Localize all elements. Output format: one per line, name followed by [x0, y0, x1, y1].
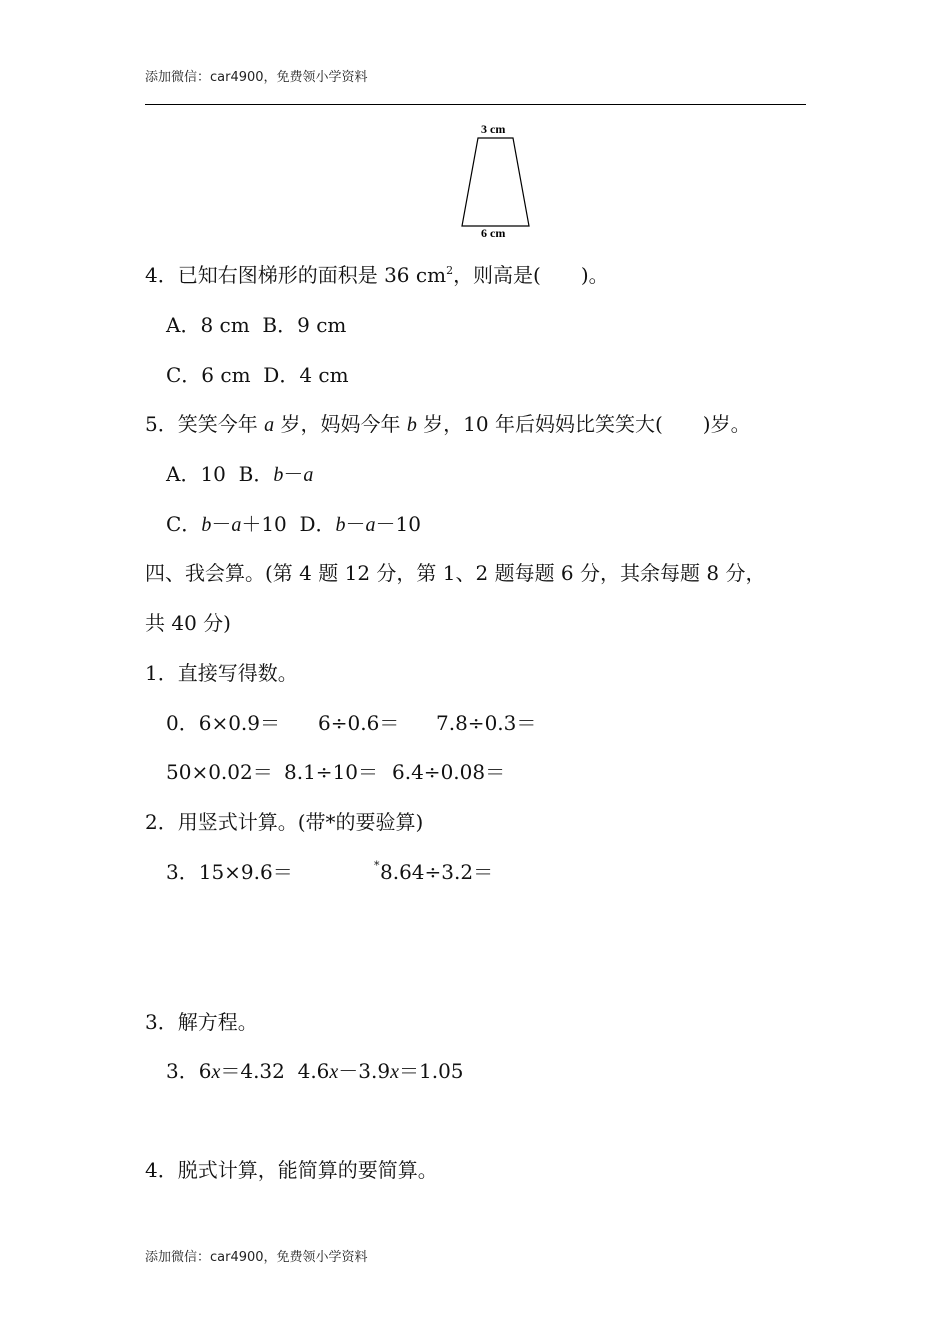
option-c-label: C．	[166, 512, 202, 536]
trapezoid-bottom-label: 6 cm	[481, 226, 506, 240]
part-3-title: 3．解方程。	[145, 1010, 258, 1034]
expr: ＝4.32	[220, 1059, 285, 1083]
expr: 3．6	[166, 1059, 212, 1083]
header-divider	[145, 104, 806, 105]
option-b: B．9 cm	[262, 313, 347, 337]
option-a: A．8 cm	[166, 313, 250, 337]
question-5-text-3: 岁，10 年后妈妈比笑笑大( )岁。	[416, 412, 751, 436]
expr: ＝1.05	[399, 1059, 464, 1083]
option-d: D．4 cm	[263, 363, 349, 387]
question-4-text: 4．已知右图梯形的面积是 36 cm	[145, 263, 447, 287]
number: 10	[395, 512, 421, 536]
plus-sign: ＋	[241, 512, 262, 536]
section-4-heading: 四、我会算。(第 4 题 12 分，第 1、2 题每题 6 分，其余每题 8 分，	[145, 561, 766, 585]
var-a: a	[231, 514, 242, 536]
var-x: x	[211, 1061, 221, 1083]
part-3-row	[166, 1058, 464, 1085]
expr: 4.6	[297, 1059, 330, 1083]
expr: －3.9	[338, 1059, 391, 1083]
trapezoid-top-label: 3 cm	[481, 122, 506, 136]
var-b: b	[335, 514, 346, 536]
page-footer: 添加微信：car4900，免费领小学资料	[145, 1250, 368, 1265]
trapezoid-shape	[462, 138, 529, 226]
question-4-options-cd	[166, 362, 349, 388]
minus-sign: －	[283, 462, 304, 486]
expr: 8.1÷10＝	[284, 760, 379, 784]
minus-sign: －	[345, 512, 366, 536]
var-b: b	[201, 514, 212, 536]
var-x: x	[329, 1061, 339, 1083]
question-5-text-2: 岁，妈妈今年	[274, 412, 407, 436]
var-a: a	[303, 464, 314, 486]
var-a: a	[264, 414, 275, 436]
part-2-title: 2．用竖式计算。(带*的要验算)	[145, 810, 424, 834]
var-x: x	[390, 1061, 399, 1083]
var-a: a	[365, 514, 376, 536]
question-5-text: 5．笑笑今年	[145, 412, 265, 436]
superscript: 2	[446, 264, 454, 277]
question-4-text-end: ，则高是( )。	[453, 263, 609, 287]
page-header: 添加微信：car4900，免费领小学资料	[145, 70, 368, 85]
number: 10	[261, 512, 287, 536]
expr: 0．6×0.9＝	[166, 711, 281, 735]
option-c: C．6 cm	[166, 363, 251, 387]
star-mark: *	[374, 859, 380, 872]
expr: 3．15×9.6＝	[166, 860, 293, 884]
question-4	[145, 262, 609, 288]
question-5-options-ab	[166, 461, 313, 488]
question-5	[145, 411, 751, 438]
minus-sign: －	[211, 512, 232, 536]
trapezoid-figure	[450, 118, 550, 242]
var-b: b	[406, 414, 417, 436]
expr: 8.64÷3.2＝	[380, 860, 494, 884]
question-4-options-ab	[166, 312, 346, 338]
var-b: b	[273, 464, 284, 486]
section-4-heading-cont: 共 40 分)	[145, 611, 231, 635]
part-4-title: 4．脱式计算，能简算的要简算。	[145, 1158, 438, 1182]
expr: 50×0.02＝	[166, 760, 273, 784]
option-a: A．10	[166, 462, 226, 486]
expr: 6÷0.6＝	[318, 711, 400, 735]
expr: 6.4÷0.08＝	[392, 760, 506, 784]
minus-sign: －	[375, 512, 396, 536]
option-d-label: D．	[299, 512, 336, 536]
option-b-label: B．	[238, 462, 274, 486]
expr: 7.8÷0.3＝	[436, 711, 537, 735]
question-5-options-cd	[166, 511, 421, 538]
part-1-title: 1．直接写得数。	[145, 661, 298, 685]
